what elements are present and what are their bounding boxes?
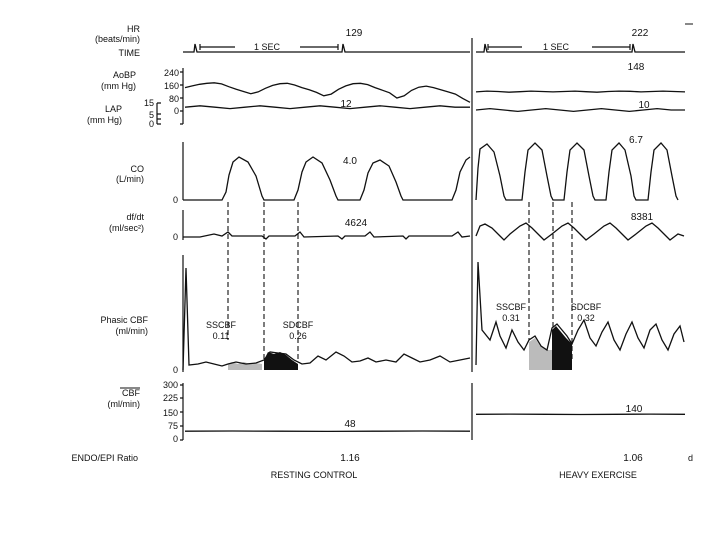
time-label: TIME xyxy=(119,48,141,58)
aobp-axis xyxy=(180,68,183,124)
aobp-label: AoBP xyxy=(113,70,136,80)
co-label: CO xyxy=(131,164,145,174)
mean-cbf-tick-0: 0 xyxy=(173,434,178,444)
time-marker-exercise: 1 SEC xyxy=(543,42,570,52)
co-tick-0: 0 xyxy=(173,195,178,205)
endo-epi-value-exercise: 1.06 xyxy=(623,453,643,464)
sdcbf-value-rest: 0.26 xyxy=(289,331,307,341)
co-trace-exercise xyxy=(476,143,678,200)
endo-epi-label: ENDO/EPI Ratio xyxy=(71,453,138,463)
phasic-cbf-unit: (ml/min) xyxy=(116,326,149,336)
phasic-cbf-trace-rest xyxy=(183,268,470,370)
hr-value-rest: 129 xyxy=(346,28,363,39)
aobp-trace-rest xyxy=(185,83,470,103)
hr-unit: (beats/min) xyxy=(95,34,140,44)
sdcbf-area-rest xyxy=(264,352,298,370)
lap-tick-5: 5 xyxy=(149,110,154,120)
mean-cbf-value-rest: 48 xyxy=(344,419,356,430)
sscbf-label-exercise: SSCBF xyxy=(496,302,527,312)
mean-cbf-value-exercise: 140 xyxy=(626,404,643,415)
time-trace-exercise xyxy=(476,44,685,52)
phasic-cbf-tick-0: 0 xyxy=(173,365,178,375)
lap-trace-rest xyxy=(185,106,470,109)
edge-fragment: d xyxy=(688,453,693,463)
co-value-rest: 4.0 xyxy=(343,156,357,167)
dfdt-trace-rest xyxy=(183,232,470,239)
aobp-tick-0: 0 xyxy=(174,106,179,116)
dfdt-value-exercise: 8381 xyxy=(631,212,654,223)
aobp-trace-exercise xyxy=(476,91,685,92)
lap-unit: (mm Hg) xyxy=(87,115,122,125)
time-marker-rest: 1 SEC xyxy=(254,42,281,52)
mean-cbf-tick-300: 300 xyxy=(163,380,178,390)
sscbf-value-rest: 0.11 xyxy=(213,331,230,341)
mean-cbf-label: CBF xyxy=(122,388,141,398)
lap-trace-exercise xyxy=(476,109,685,112)
lap-axis xyxy=(157,103,161,124)
endo-epi-value-rest: 1.16 xyxy=(340,453,360,464)
sdcbf-label-rest: SDCBF xyxy=(283,320,314,330)
sdcbf-label-exercise: SDCBF xyxy=(571,302,602,312)
dfdt-trace-exercise xyxy=(476,223,684,240)
sdcbf-value-exercise: 0.32 xyxy=(577,313,595,323)
condition-label-exercise: HEAVY EXERCISE xyxy=(559,470,637,480)
phasic-cbf-label: Phasic CBF xyxy=(100,315,148,325)
aobp-unit: (mm Hg) xyxy=(101,81,136,91)
sdcbf-area-exercise xyxy=(552,326,572,370)
sscbf-value-exercise: 0.31 xyxy=(502,313,520,323)
hr-label: HR xyxy=(127,24,140,34)
mean-cbf-unit: (ml/min) xyxy=(108,399,141,409)
mean-cbf-axis xyxy=(180,383,183,440)
co-trace-rest xyxy=(183,157,470,200)
lap-value-exercise: 10 xyxy=(638,100,650,111)
sscbf-label-rest: SSCBF xyxy=(206,320,237,330)
mean-cbf-tick-75: 75 xyxy=(168,421,178,431)
dfdt-value-rest: 4624 xyxy=(345,218,368,229)
co-unit: (L/min) xyxy=(116,174,144,184)
mean-cbf-tick-225: 225 xyxy=(163,393,178,403)
lap-tick-15: 15 xyxy=(144,98,154,108)
aobp-tick-240: 240 xyxy=(164,68,179,78)
lap-value-rest: 12 xyxy=(340,99,352,110)
condition-label-rest: RESTING CONTROL xyxy=(271,470,358,480)
dfdt-label: df/dt xyxy=(126,212,144,222)
hr-value-exercise: 222 xyxy=(632,28,649,39)
lap-label: LAP xyxy=(105,104,122,114)
time-trace-rest xyxy=(183,44,470,52)
dfdt-tick-0: 0 xyxy=(173,232,178,242)
co-value-exercise: 6.7 xyxy=(629,135,643,146)
dfdt-unit: (ml/sec²) xyxy=(109,223,144,233)
aobp-tick-80: 80 xyxy=(169,94,179,104)
mean-cbf-tick-150: 150 xyxy=(163,408,178,418)
aobp-tick-160: 160 xyxy=(164,81,179,91)
lap-tick-0: 0 xyxy=(149,119,154,129)
aobp-value-exercise: 148 xyxy=(628,62,645,73)
